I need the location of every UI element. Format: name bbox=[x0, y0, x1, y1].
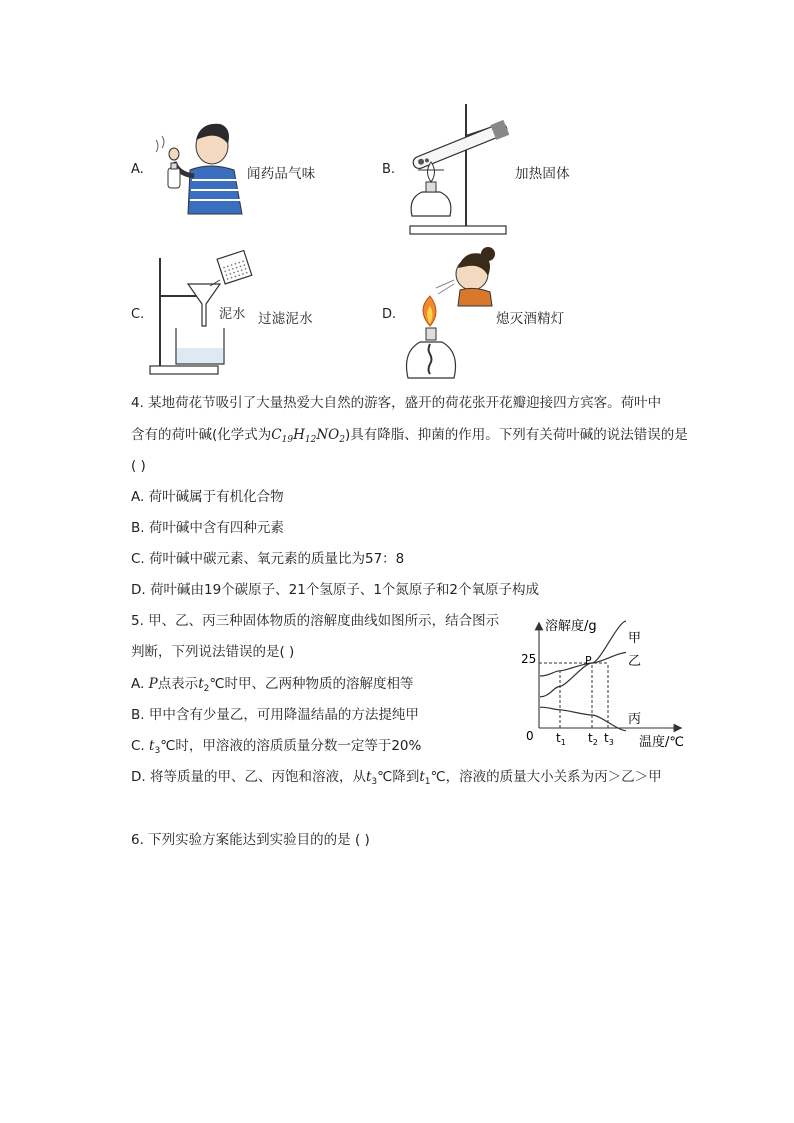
x-tick-label-3: $t_3$ bbox=[604, 731, 614, 747]
option-b-caption: 加热固体 bbox=[515, 166, 570, 182]
muddy-water-label: 泥水 bbox=[219, 307, 246, 322]
series-line-1 bbox=[540, 653, 626, 676]
x-tick-label-1: $t_1$ bbox=[556, 731, 566, 747]
q5-option-c: C. $t_3℃$时，甲溶液的溶质质量分数一定等于20% bbox=[131, 738, 422, 756]
q4-stem-line1: 4. 某地荷花节吸引了大量热爱大自然的游客，盛开的荷花张开花瓣迎接四方宾客。荷叶中 bbox=[131, 395, 662, 411]
q4-option-c: C. 荷叶碱中碳元素、氧元素的质量比为57：8 bbox=[131, 551, 405, 567]
y-axis-label: 溶解度/g bbox=[545, 619, 597, 634]
heating-solid-illustration bbox=[400, 100, 520, 240]
blowing-lamp-illustration bbox=[402, 244, 502, 384]
smelling-illustration bbox=[150, 118, 250, 218]
q4-option-d: D. 荷叶碱由19个碳原子、21个氢原子、1个氮原子和2个氧原子构成 bbox=[131, 582, 540, 598]
option-d-letter: D. bbox=[382, 307, 397, 322]
q4-formula: $C_{19}H_{12}NO_2$ bbox=[271, 427, 345, 445]
option-c-caption: 过滤泥水 bbox=[258, 311, 313, 327]
solubility-chart bbox=[518, 612, 698, 752]
option-c-letter: C. bbox=[131, 307, 145, 322]
series-label-0: 甲 bbox=[628, 631, 642, 646]
q6-stem: 6. 下列实验方案能达到实验目的的是 ( ) bbox=[131, 832, 370, 848]
y-tick-label: 25 bbox=[521, 652, 537, 666]
q5-option-a: A. P点表示$t_2℃$时甲、乙两种物质的溶解度相等 bbox=[131, 676, 414, 694]
series-label-2: 丙 bbox=[628, 712, 642, 727]
option-a-caption: 闻药品气味 bbox=[247, 166, 316, 182]
q5-stem-line1: 5. 甲、乙、丙三种固体物质的溶解度曲线如图所示，结合图示 bbox=[131, 613, 500, 629]
option-a-letter: A. bbox=[131, 162, 144, 177]
option-b-letter: B. bbox=[382, 162, 396, 177]
series-label-1: 乙 bbox=[628, 654, 642, 669]
origin-label: 0 bbox=[526, 729, 534, 743]
q4-answer-bracket: ( ) bbox=[131, 458, 146, 474]
q4-option-b: B. 荷叶碱中含有四种元素 bbox=[131, 520, 284, 536]
q5-option-b: B. 甲中含有少量乙，可用降温结晶的方法提纯甲 bbox=[131, 707, 419, 723]
option-d-caption: 熄灭酒精灯 bbox=[496, 311, 565, 327]
q5-stem-line2: 判断，下列说法错误的是( ) bbox=[131, 644, 295, 660]
q4-option-a: A. 荷叶碱属于有机化合物 bbox=[131, 489, 284, 505]
x-axis-label: 温度/℃ bbox=[639, 735, 684, 750]
series-line-2 bbox=[540, 707, 626, 730]
x-tick-label-2: $t_2$ bbox=[588, 731, 598, 747]
point-p-label: P bbox=[585, 654, 592, 667]
q5-option-d: D. 将等质量的甲、乙、丙饱和溶液，从$t_3℃$降到$t_1℃$，溶液的质量大小关系为丙＞乙＞甲 bbox=[131, 769, 662, 787]
q4-stem-line2: 含有的荷叶碱(化学式为$C_{19}H_{12}NO_2$)具有降脂、抑菌的作用。下列有关荷叶碱的说法错误的是 bbox=[131, 427, 688, 445]
